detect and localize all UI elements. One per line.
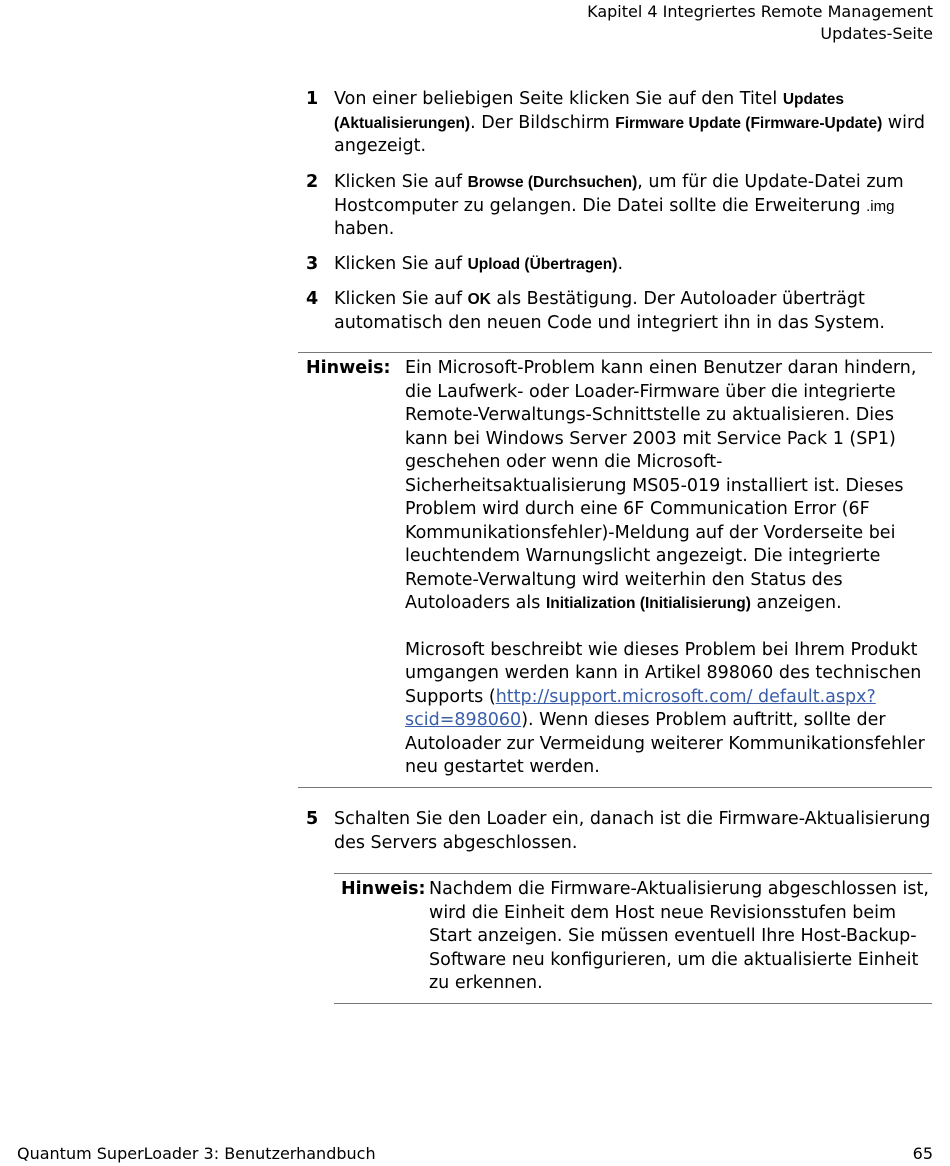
file-extension: .img [866,197,895,215]
ui-term: Initialization (Initialisierung) [545,595,751,612]
ui-term: Browse (Durchsuchen) [467,174,638,191]
step-text [334,171,934,242]
step-text-part: , um für die Update-Datei zum Hostcomputer zu gelangen. Die Datei sollte die Erweiterung [334,172,904,216]
step-text-part: Klicken Sie auf [334,254,468,274]
step-text-part: haben. [334,219,395,239]
header-chapter: Kapitel 4 Integriertes Remote Management [587,2,933,21]
support-link[interactable]: http://support.microsoft.com/ default.aspx?scid=898060 [405,686,876,730]
note-text: Microsoft beschreibt wie dieses Problem bei Ihrem Produkt umgangen werden kann in Artikel 898060 des technischen Supports ( [405,639,922,707]
note-divider-bottom [298,787,932,788]
step-number: 4 [306,289,319,309]
ui-term: Firmware Update (Firmware-Update) [615,114,883,132]
step-text [334,88,934,159]
note-label: Hinweis: [341,879,426,899]
note-paragraph [405,357,934,616]
step-text-part: wird angezeigt. [334,112,925,156]
ui-term: Upload (Übertragen) [467,256,618,273]
note-label: Hinweis: [306,358,391,378]
step-1 [306,88,934,159]
step-2 [306,171,934,242]
step-text-part: als Bestätigung. Der Autoloader überträgt automatisch den neuen Code und integriert ihn in das System. [334,289,885,333]
note-box-2 [341,878,934,996]
note-divider-top [298,352,932,353]
step-text-part: Klicken Sie auf [334,172,468,192]
step-number: 5 [306,809,319,829]
page-number: 65 [912,1144,933,1163]
running-header [587,1,933,45]
step-text [334,288,934,335]
footer-title: Quantum SuperLoader 3: Benutzerhandbuch [17,1144,376,1163]
step-3 [306,253,934,277]
ui-term: OK [467,291,491,308]
step-text: Schalten Sie den Loader ein, danach ist die Firmware-Aktualisierung des Servers abgeschlossen. [334,809,931,853]
step-text-part: . Der Bildschirm [470,112,616,133]
step-5 [306,808,934,855]
step-text [334,253,934,277]
note-text: Ein Microsoft-Problem kann einen Benutzer daran hindern, die Laufwerk- oder Loader-Firmware über die integrierte Remote-Verwaltungs-Schnittstelle zu aktualisieren. Dies kann bei Windows Server 2003 mit Service Pack 1 (SP1) geschehen oder wenn die Microsoft-Sicherheitsaktualisierung MS05-019 installiert ist. Dieses Problem wird durch eine 6F Communication Error (6F Kommunikationsfehler)-Meldung auf der Vorderseite bei leuchtendem Warnungslicht angezeigt. Die integrierte Remote-Verwaltung wird weiterhin den Status des Autoloaders als [405,358,917,613]
note-body [429,878,934,996]
note-text: anzeigen. [750,593,842,613]
note-divider-bottom [334,1003,932,1004]
note-paragraph: Nachdem die Firmware-Aktualisierung abgeschlossen ist, wird die Einheit dem Host neue Revisionsstufen beim Start anzeigen. Sie müssen eventuell Ihre Host-Backup-Software neu konfigurieren, um die aktualisierte Einheit zu erkennen. [429,879,929,993]
step-number: 1 [306,89,319,109]
step-text-part: . [617,254,624,274]
step-text-part: Klicken Sie auf [334,289,468,309]
note-divider-top [334,873,932,874]
step-number: 3 [306,254,319,274]
note-paragraph [405,639,934,780]
ui-term: (Aktualisierungen) [334,114,471,132]
step-number: 2 [306,172,319,192]
header-section: Updates-Seite [820,24,933,43]
ui-term: Updates [782,91,845,108]
note-body [405,357,934,780]
step-4 [306,288,934,335]
note-text: ). Wenn dieses Problem auftritt, sollte der Autoloader zur Vermeidung weiterer Kommunikationsfehler neu gestartet werden. [405,710,925,777]
note-box-1 [306,357,934,780]
step-text-part: Von einer beliebigen Seite klicken Sie auf den Titel [334,89,783,109]
